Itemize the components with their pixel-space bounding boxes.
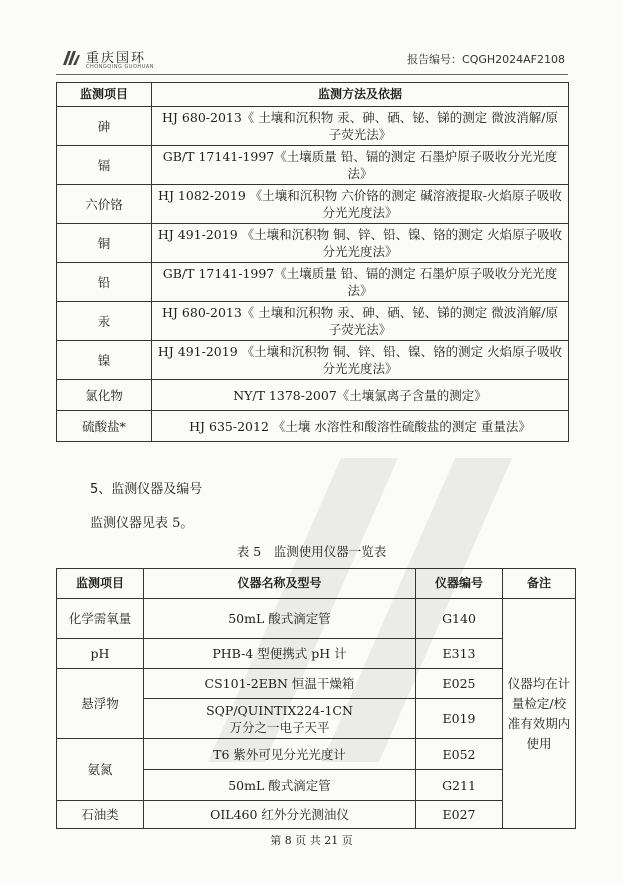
instrument-name: CS101-2EBN 恒温干燥箱 <box>144 669 416 699</box>
method-basis: HJ 1082-2019 《土壤和沉积物 六价铬的测定 碱溶液提取-火焰原子吸收分光光度法》 <box>152 185 569 224</box>
instrument-id: E313 <box>416 639 503 669</box>
company-name-en: CHONGQING GUOHUAN <box>86 64 154 70</box>
method-item: 铜 <box>57 224 152 263</box>
instrument-table <box>56 568 576 829</box>
company-name-cn: 重庆国环 <box>86 51 147 66</box>
instrument-name: 50mL 酸式滴定管 <box>144 770 416 801</box>
instrument-item: 石油类 <box>57 801 144 829</box>
method-item: 硫酸盐* <box>57 411 152 442</box>
method-item: 六价铬 <box>57 185 152 224</box>
header-rule <box>56 74 568 75</box>
method-item: 氯化物 <box>57 380 152 411</box>
report-number: 报告编号：CQGH2024AF2108 <box>407 53 565 66</box>
method-basis: HJ 680-2013《 土壤和沉积物 汞、砷、硒、铋、锑的测定 微波消解/原子荧光法》 <box>152 107 569 146</box>
header-id: 仪器编号 <box>416 569 503 599</box>
instrument-name: PHB-4 型便携式 pH 计 <box>144 639 416 669</box>
header-item: 监测项目 <box>57 83 152 107</box>
instrument-item: 悬浮物 <box>57 669 144 739</box>
instrument-id: E052 <box>416 739 503 770</box>
header-remark: 备注 <box>503 569 576 599</box>
page-footer: 第 8 页 共 21 页 <box>270 834 353 847</box>
method-basis: HJ 491-2019 《土壤和沉积物 铜、锌、铅、镍、铬的测定 火焰原子吸收分光光度法》 <box>152 341 569 380</box>
instrument-id: E025 <box>416 669 503 699</box>
instrument-item: 化学需氧量 <box>57 599 144 639</box>
method-item: 镉 <box>57 146 152 185</box>
instrument-id: E019 <box>416 699 503 739</box>
method-basis: HJ 680-2013《 土壤和沉积物 汞、砷、硒、铋、锑的测定 微波消解/原子荧光法》 <box>152 302 569 341</box>
header-method: 监测方法及依据 <box>152 83 569 107</box>
instrument-remark: 仪器均在计量检定/校准有效期内使用 <box>503 599 576 829</box>
instrument-item: pH <box>57 639 144 669</box>
instrument-name: SQP/QUINTIX224-1CN 万分之一电子天平 <box>144 699 416 739</box>
instrument-name: OIL460 红外分光测油仪 <box>144 801 416 829</box>
method-item: 汞 <box>57 302 152 341</box>
method-basis: HJ 491-2019 《土壤和沉积物 铜、锌、铅、镍、铬的测定 火焰原子吸收分光光度法》 <box>152 224 569 263</box>
instrument-id: E027 <box>416 801 503 829</box>
header-item: 监测项目 <box>57 569 144 599</box>
instrument-name: T6 紫外可见分光光度计 <box>144 739 416 770</box>
company-logo-icon <box>62 50 80 66</box>
instrument-id: G211 <box>416 770 503 801</box>
method-basis: GB/T 17141-1997《土壤质量 铅、镉的测定 石墨炉原子吸收分光光度法》 <box>152 146 569 185</box>
instrument-id: G140 <box>416 599 503 639</box>
method-basis: GB/T 17141-1997《土壤质量 铅、镉的测定 石墨炉原子吸收分光光度法》 <box>152 263 569 302</box>
method-item: 铅 <box>57 263 152 302</box>
method-basis: NY/T 1378-2007《土壤氯离子含量的测定》 <box>152 380 569 411</box>
header-instrument: 仪器名称及型号 <box>144 569 416 599</box>
section-title: 5、监测仪器及编号 <box>90 482 203 497</box>
paragraph: 监测仪器见表 5。 <box>90 516 194 531</box>
table-caption: 表 5 监测使用仪器一览表 <box>236 544 387 559</box>
instrument-item: 氨氮 <box>57 739 144 801</box>
method-basis: HJ 635-2012 《土壤 水溶性和酸溶性硫酸盐的测定 重量法》 <box>152 411 569 442</box>
method-item: 镍 <box>57 341 152 380</box>
method-item: 砷 <box>57 107 152 146</box>
method-table <box>56 82 569 442</box>
instrument-name: 50mL 酸式滴定管 <box>144 599 416 639</box>
